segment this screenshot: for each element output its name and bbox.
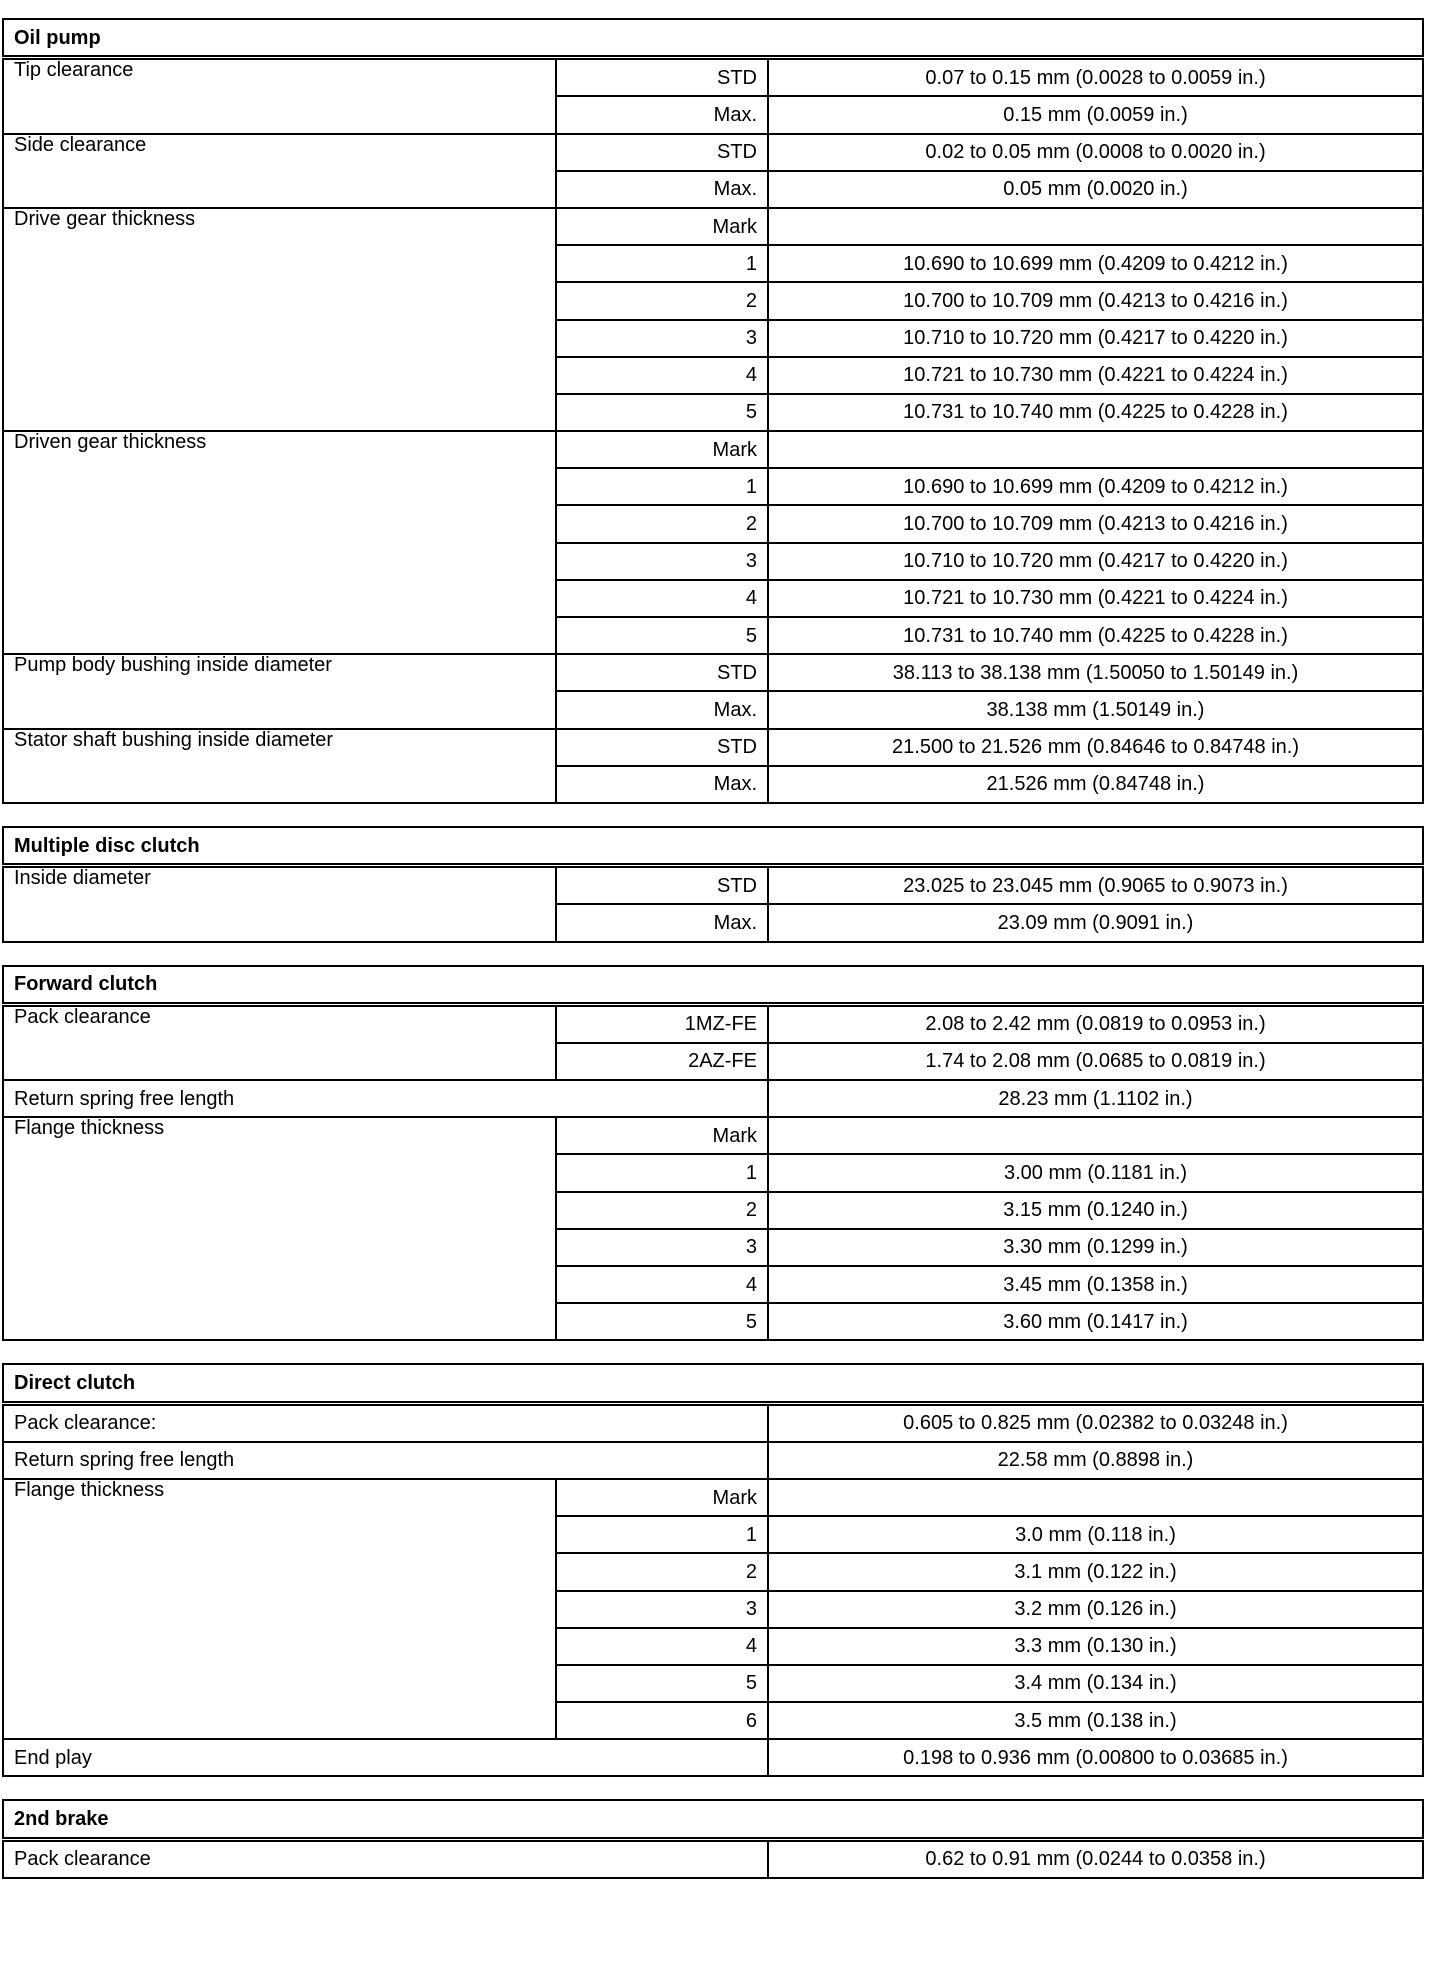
spec-item-name: Inside diameter [3,866,556,942]
spec-value: 0.198 to 0.936 mm (0.00800 to 0.03685 in.) [768,1739,1423,1776]
spec-value: 38.138 mm (1.50149 in.) [768,691,1423,728]
spec-value: 10.721 to 10.730 mm (0.4221 to 0.4224 in.) [768,357,1423,394]
spec-condition: STD [556,866,768,905]
spec-condition: 3 [556,1229,768,1266]
spec-item-name: Pump body bushing inside diameter [3,654,556,728]
spec-value [768,431,1423,468]
spec-condition: 5 [556,1303,768,1340]
spec-condition: Max. [556,904,768,941]
table-row [3,431,1423,468]
spec-value: 3.15 mm (0.1240 in.) [768,1192,1423,1229]
spec-condition: Mark [556,1479,768,1516]
spec-condition: 1 [556,1516,768,1553]
spec-value: 3.3 mm (0.130 in.) [768,1628,1423,1665]
spec-value: 21.500 to 21.526 mm (0.84646 to 0.84748 in.) [768,729,1423,766]
spec-value: 0.05 mm (0.0020 in.) [768,171,1423,208]
spec-table [2,826,1424,943]
spec-value: 28.23 mm (1.1102 in.) [768,1080,1423,1117]
spec-item-name: Flange thickness [3,1479,556,1739]
spec-item-name: Side clearance [3,134,556,208]
spec-value: 10.700 to 10.709 mm (0.4213 to 0.4216 in.) [768,505,1423,542]
spec-item-name: Return spring free length [3,1080,768,1117]
spec-condition: 3 [556,1591,768,1628]
spec-condition: 5 [556,394,768,431]
spec-condition: 1 [556,1154,768,1191]
spec-condition: STD [556,654,768,691]
table-row [3,1739,1423,1776]
table-row [3,1403,1423,1442]
table-row [3,1004,1423,1043]
spec-condition: 1MZ-FE [556,1004,768,1043]
spec-condition: STD [556,58,768,97]
spec-condition: STD [556,134,768,171]
spec-table [2,1799,1424,1878]
spec-value: 10.710 to 10.720 mm (0.4217 to 0.4220 in.) [768,543,1423,580]
spec-value: 10.731 to 10.740 mm (0.4225 to 0.4228 in.) [768,394,1423,431]
spec-table [2,18,1424,804]
spec-value: 0.02 to 0.05 mm (0.0008 to 0.0020 in.) [768,134,1423,171]
spec-condition: 3 [556,543,768,580]
spec-condition: 2AZ-FE [556,1043,768,1080]
section-header-row [3,1364,1423,1403]
spec-item-name: Flange thickness [3,1117,556,1340]
spec-condition: Mark [556,1117,768,1154]
spec-value: 0.15 mm (0.0059 in.) [768,96,1423,133]
spec-value: 3.60 mm (0.1417 in.) [768,1303,1423,1340]
spec-condition: STD [556,729,768,766]
table-row [3,1117,1423,1154]
table-row [3,58,1423,97]
table-row [3,1479,1423,1516]
section-header-row [3,966,1423,1005]
spec-value: 3.4 mm (0.134 in.) [768,1665,1423,1702]
spec-value: 2.08 to 2.42 mm (0.0819 to 0.0953 in.) [768,1004,1423,1043]
spec-value: 10.690 to 10.699 mm (0.4209 to 0.4212 in.) [768,468,1423,505]
spec-value: 10.690 to 10.699 mm (0.4209 to 0.4212 in.) [768,245,1423,282]
spec-condition: Max. [556,96,768,133]
spec-value: 3.0 mm (0.118 in.) [768,1516,1423,1553]
spec-condition: 1 [556,245,768,282]
table-row [3,208,1423,245]
spec-condition: 4 [556,1628,768,1665]
section-header-row [3,827,1423,866]
spec-value: 22.58 mm (0.8898 in.) [768,1442,1423,1479]
spec-condition: 6 [556,1702,768,1739]
spec-sections [2,18,1424,1879]
spec-item-name: Driven gear thickness [3,431,556,654]
table-row [3,1839,1423,1878]
spec-item-name: End play [3,1739,768,1776]
section-title: 2nd brake [3,1800,1423,1839]
spec-condition: Mark [556,208,768,245]
spec-condition: 4 [556,580,768,617]
spec-condition: 4 [556,357,768,394]
spec-value: 23.09 mm (0.9091 in.) [768,904,1423,941]
spec-condition: 4 [556,1266,768,1303]
spec-item-name: Drive gear thickness [3,208,556,431]
section-title: Multiple disc clutch [3,827,1423,866]
spec-condition: 3 [556,320,768,357]
spec-value: 0.07 to 0.15 mm (0.0028 to 0.0059 in.) [768,58,1423,97]
spec-value: 21.526 mm (0.84748 in.) [768,766,1423,803]
spec-condition: 5 [556,617,768,654]
spec-value: 0.62 to 0.91 mm (0.0244 to 0.0358 in.) [768,1839,1423,1878]
table-row [3,134,1423,171]
spec-item-name: Return spring free length [3,1442,768,1479]
spec-condition: 2 [556,1553,768,1590]
spec-condition: 2 [556,282,768,319]
spec-condition: Max. [556,171,768,208]
section-title: Direct clutch [3,1364,1423,1403]
spec-value: 1.74 to 2.08 mm (0.0685 to 0.0819 in.) [768,1043,1423,1080]
spec-condition: 5 [556,1665,768,1702]
spec-table [2,1363,1424,1777]
table-row [3,654,1423,691]
spec-value: 3.30 mm (0.1299 in.) [768,1229,1423,1266]
spec-value: 10.700 to 10.709 mm (0.4213 to 0.4216 in.) [768,282,1423,319]
spec-condition: Mark [556,431,768,468]
spec-item-name: Pack clearance [3,1839,768,1878]
spec-value: 38.113 to 38.138 mm (1.50050 to 1.50149 in.) [768,654,1423,691]
spec-condition: Max. [556,691,768,728]
table-row [3,729,1423,766]
spec-condition: 2 [556,505,768,542]
spec-value: 3.5 mm (0.138 in.) [768,1702,1423,1739]
table-row [3,1442,1423,1479]
spec-item-name: Stator shaft bushing inside diameter [3,729,556,803]
spec-value: 0.605 to 0.825 mm (0.02382 to 0.03248 in.) [768,1403,1423,1442]
section-title: Oil pump [3,19,1423,58]
spec-table [2,965,1424,1342]
spec-value: 3.45 mm (0.1358 in.) [768,1266,1423,1303]
spec-value: 3.00 mm (0.1181 in.) [768,1154,1423,1191]
spec-condition: Max. [556,766,768,803]
spec-value [768,1117,1423,1154]
spec-value [768,208,1423,245]
spec-value: 10.721 to 10.730 mm (0.4221 to 0.4224 in.) [768,580,1423,617]
spec-item-name: Pack clearance [3,1004,556,1080]
spec-value: 23.025 to 23.045 mm (0.9065 to 0.9073 in.) [768,866,1423,905]
spec-condition: 1 [556,468,768,505]
section-header-row [3,19,1423,58]
table-row [3,866,1423,905]
section-title: Forward clutch [3,966,1423,1005]
section-header-row [3,1800,1423,1839]
spec-condition: 2 [556,1192,768,1229]
table-row [3,1080,1423,1117]
spec-value: 3.2 mm (0.126 in.) [768,1591,1423,1628]
spec-item-name: Pack clearance: [3,1403,768,1442]
spec-item-name: Tip clearance [3,58,556,134]
spec-value: 10.710 to 10.720 mm (0.4217 to 0.4220 in.) [768,320,1423,357]
spec-value [768,1479,1423,1516]
spec-value: 3.1 mm (0.122 in.) [768,1553,1423,1590]
spec-value: 10.731 to 10.740 mm (0.4225 to 0.4228 in.) [768,617,1423,654]
